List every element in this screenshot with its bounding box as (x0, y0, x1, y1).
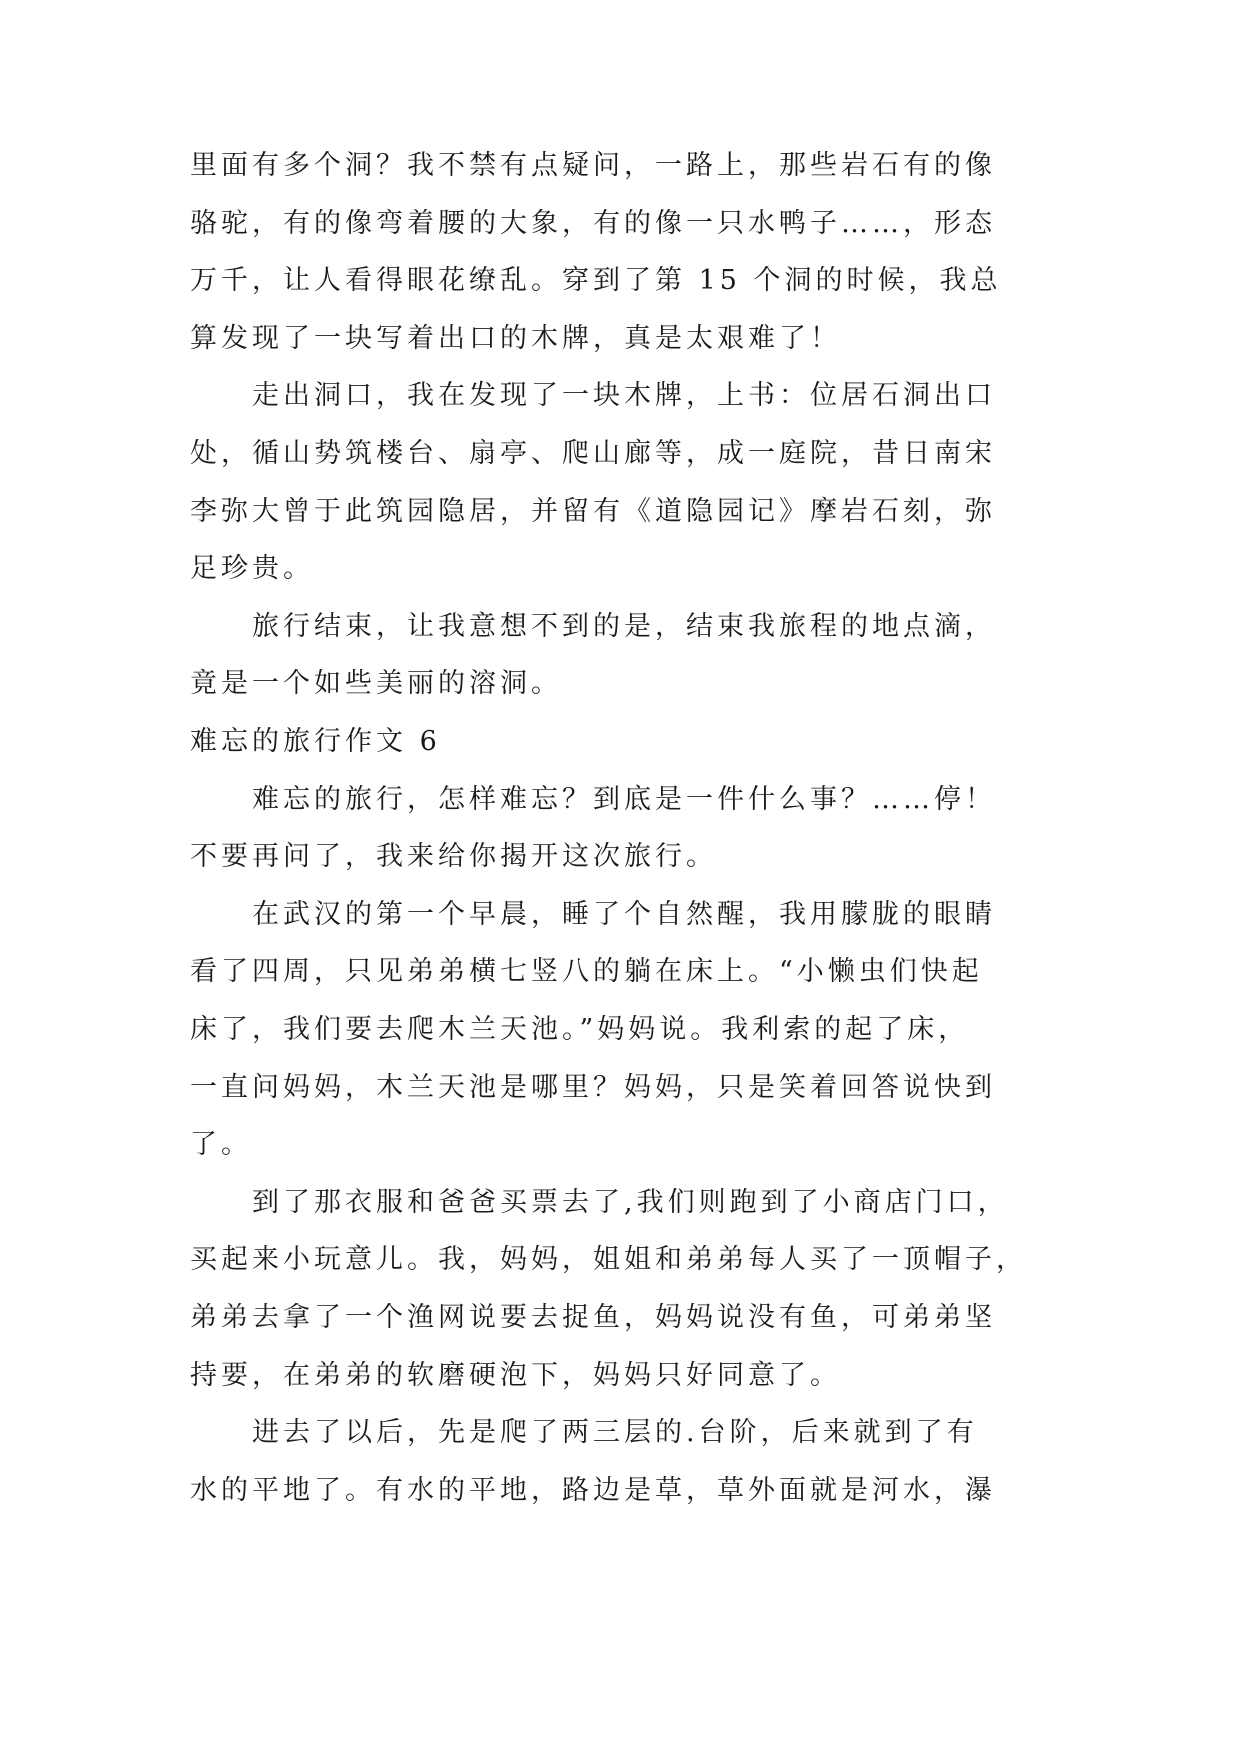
paragraph-start-line: 到了那衣服和爸爸买票去了,我们则跑到了小商店门口， (252, 1186, 1009, 1218)
text-line: 万千，让人看得眼花缭乱。穿到了第 15 个洞的时候，我总 (190, 265, 1002, 297)
text-line: 算发现了一块写着出口的木牌，真是太艰难了！ (190, 322, 841, 354)
text-line: 水的平地了。有水的平地，路边是草，草外面就是河水，瀑 (190, 1474, 996, 1506)
text-line: 不要再问了，我来给你揭开这次旅行。 (190, 841, 717, 873)
text-line: 竟是一个如些美丽的溶洞。 (190, 668, 562, 700)
text-line: 了。 (190, 1129, 252, 1161)
text-line: 处，循山势筑楼台、扇亭、爬山廊等，成一庭院，昔日南宋 (190, 438, 996, 469)
paragraph-start-line: 进去了以后，先是爬了两三层的.台阶，后来就到了有 (252, 1417, 978, 1449)
paragraph-start-line: 难忘的旅行，怎样难忘？到底是一件什么事？……停！ (252, 783, 996, 815)
text-line: 一直问妈妈，木兰天池是哪里？妈妈，只是笑着回答说快到 (190, 1071, 996, 1103)
text-line: 床了，我们要去爬木兰天池。”妈妈说。我利索的起了床， (190, 1014, 970, 1045)
paragraph-start-line: 在武汉的第一个早晨，睡了个自然醒，我用朦胧的眼睛 (252, 898, 996, 930)
text-line: 里面有多个洞？我不禁有点疑问，一路上，那些岩石有的像 (190, 150, 996, 181)
text-line: 弟弟去拿了一个渔网说要去捉鱼，妈妈说没有鱼，可弟弟坚 (190, 1302, 996, 1333)
text-line: 足珍贵。 (190, 553, 314, 585)
text-line: 看了四周，只见弟弟横七竖八的躺在床上。“小懒虫们快起 (190, 956, 983, 988)
text-line: 李弥大曾于此筑园隐居，并留有《道隐园记》摩岩石刻，弥 (190, 495, 996, 527)
text-line: 持要，在弟弟的软磨硬泡下，妈妈只好同意了。 (190, 1359, 841, 1391)
text-line: 骆驼，有的像弯着腰的大象，有的像一只水鸭子……，形态 (190, 207, 996, 239)
paragraph-start-line: 旅行结束，让我意想不到的是，结束我旅程的地点滴， (252, 610, 996, 642)
paragraph-start-line: 走出洞口，我在发现了一块木牌，上书：位居石洞出口 (252, 380, 996, 412)
text-line: 买起来小玩意儿。我，妈妈，姐姐和弟弟每人买了一顶帽子， (190, 1244, 1027, 1276)
section-heading: 难忘的旅行作文 6 (190, 726, 441, 757)
